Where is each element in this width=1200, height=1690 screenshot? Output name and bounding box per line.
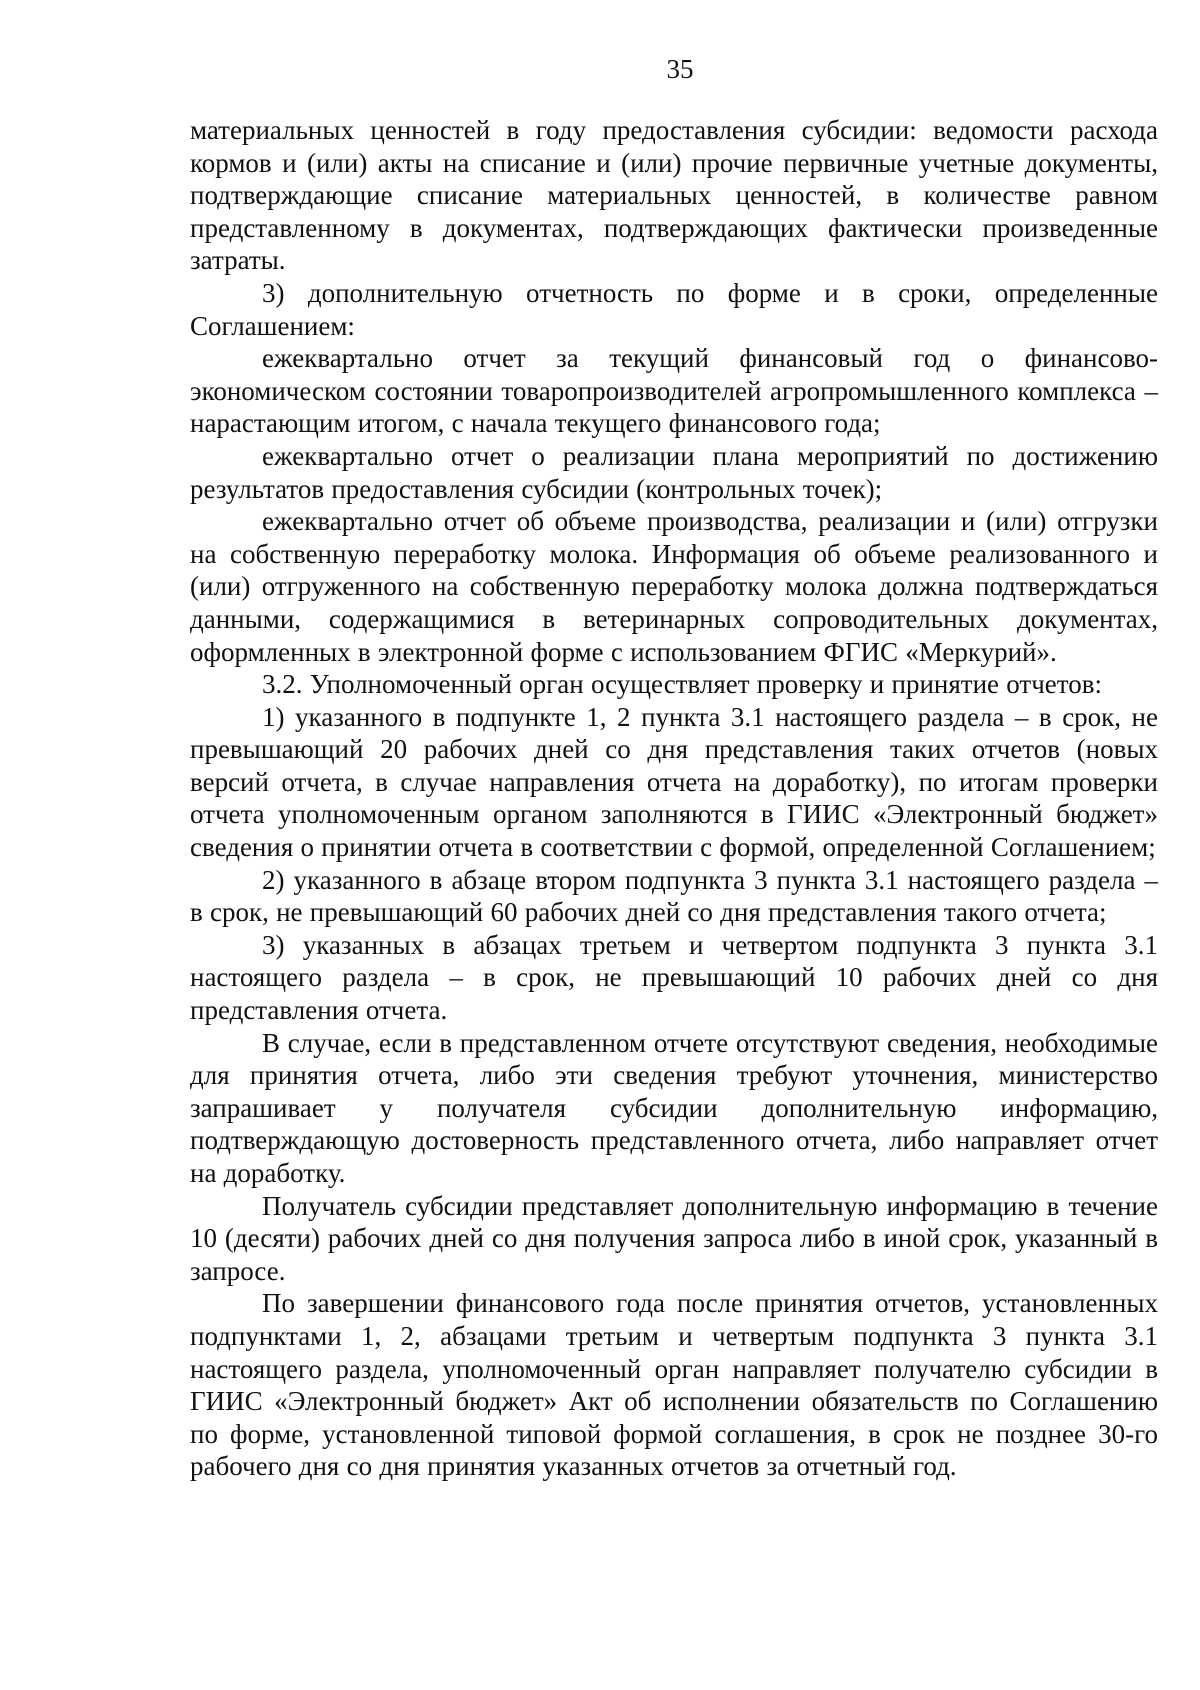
paragraph: 2) указанного в абзаце втором подпункта 3 пункта 3.1 настоящего раздела – в срок, не превышающий 60 рабочих дней со дня представления такого отчета; [190,864,1158,928]
paragraph: материальных ценностей в году предоставления субсидии: ведомости расхода кормов и (или) акты на списание и (или) прочие первичные учетные документы, подтверждающие списание материальных ценностей, в количестве равном представленному в документах, подтверждающих фактически произведенные затраты. [190,115,1158,276]
paragraph: В случае, если в представленном отчете отсутствуют сведения, необходимые для принятия отчета, либо эти сведения требуют уточнения, министерство запрашивает у получателя субсидии дополнительную информацию, подтверждающую достоверность представленного отчета, либо направляет отчет на доработку. [190,1027,1158,1188]
page-number: 35 [666,54,694,84]
paragraph: ежеквартально отчет за текущий финансовый год о финансово-экономическом состоянии товаропроизводителей агропромышленного комплекса – нарастающим итогом, с начала текущего финансового года; [190,343,1158,439]
paragraph: Получатель субсидии представляет дополнительную информацию в течение 10 (десяти) рабочих дней со дня получения запроса либо в иной срок, указанный в запросе. [190,1190,1158,1286]
paragraph: ежеквартально отчет о реализации плана мероприятий по достижению результатов предоставления субсидии (контрольных точек); [190,440,1158,504]
paragraph: По завершении финансового года после принятия отчетов, установленных подпунктами 1, 2, абзацами третьим и четвертым подпункта 3 пункта 3.1 настоящего раздела, уполномоченный орган направляет получателю субсидии в ГИИС «Электронный бюджет» Акт об исполнении обязательств по Соглашению по форме, установленной типовой формой соглашения, в срок не позднее 30-го рабочего дня со дня принятия указанных отчетов за отчетный год. [190,1288,1158,1482]
paragraph: 3) дополнительную отчетность по форме и в сроки, определенные Соглашением: [190,277,1158,341]
paragraph: ежеквартально отчет об объеме производства, реализации и (или) отгрузки на собственную переработку молока. Информация об объеме реализованного и (или) отгруженного на собственную переработку молока должна подтверждаться данными, содержащимися в ветеринарных сопроводительных документах, оформленных в электронной форме с использованием ФГИС «Меркурий». [190,506,1158,667]
paragraph: 3) указанных в абзацах третьем и четвертом подпункта 3 пункта 3.1 настоящего раздела – в срок, не превышающий 10 рабочих дней со дня представления отчета. [190,929,1158,1026]
paragraph: 1) указанного в подпункте 1, 2 пункта 3.1 настоящего раздела – в срок, не превышающий 20 рабочих дней со дня представления таких отчетов (новых версий отчета, в случае направления отчета на доработку), по итогам проверки отчета уполномоченным органом заполняются в ГИИС «Электронный бюджет» сведения о принятии отчета в соответствии с формой, определенной Соглашением; [190,701,1158,863]
paragraph: 3.2. Уполномоченный орган осуществляет проверку и принятие отчетов: [262,669,1102,700]
document-body [190,114,1158,1483]
